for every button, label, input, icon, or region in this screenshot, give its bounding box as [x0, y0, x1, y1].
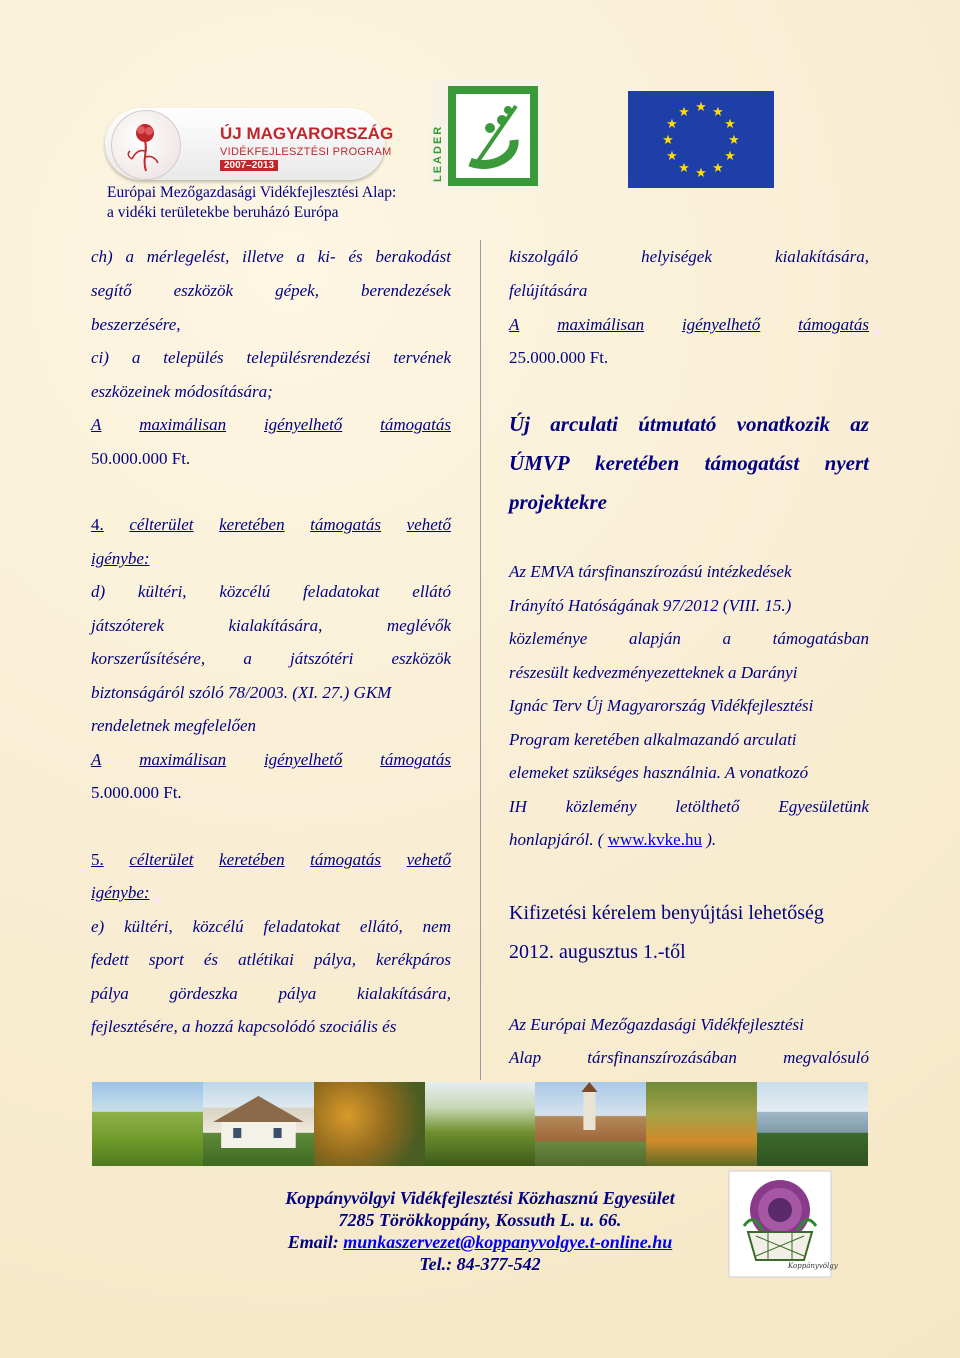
- max-support-amount-3: 25.000.000 Ft.: [509, 348, 609, 367]
- left-line-3: beszerzésére,: [91, 315, 181, 334]
- right-para-line-2: Irányító Hatóságának 97/2012 (VIII. 15.): [509, 596, 792, 615]
- landscape-photo: [92, 1082, 203, 1166]
- max-support-label-1: A maximálisan igényelhető támogatás: [91, 415, 451, 434]
- right-para-line-1: Az EMVA társfinanszírozású intézkedések: [509, 562, 792, 581]
- target-area-5-heading: 5. célterület keretében támogatás vehető: [91, 850, 451, 869]
- umvp-years: 2007–2013: [220, 160, 278, 171]
- max-support-label-3: A maximálisan igényelhető támogatás: [509, 315, 869, 334]
- left-line-e4: fejlesztésére, a hozzá kapcsolódó szociális és: [91, 1017, 397, 1036]
- left-line-e2: fedett sport és atlétikai pálya, kerékpáros: [91, 950, 451, 969]
- left-line-4: ci) a település településrendezési tervének: [91, 348, 451, 367]
- svg-text:★: ★: [712, 105, 724, 120]
- max-support-amount-2: 5.000.000 Ft.: [91, 783, 182, 802]
- right-para-closing-2: Alap társfinanszírozásában megvalósuló: [509, 1048, 869, 1067]
- website-link[interactable]: www.kvke.hu: [607, 830, 702, 849]
- eu-flag: [628, 91, 774, 188]
- umvp-subtitle: VIDÉKFEJLESZTÉSI PROGRAM: [220, 146, 392, 158]
- eu-fund-caption: [107, 183, 396, 223]
- koppanyvolgy-logo: [728, 1170, 838, 1278]
- right-para-line-7: elemeket szükséges használnia. A vonatkozó: [509, 763, 809, 782]
- left-line-2: segítő eszközök gépek, berendezések: [91, 281, 451, 300]
- branding-heading-line-3: projektekre: [509, 490, 607, 514]
- right-para-line-8: IH közlemény letölthető Egyesületünk: [509, 797, 869, 816]
- orchard-photo: [314, 1082, 425, 1166]
- svg-text:★: ★: [666, 117, 678, 132]
- leader-text: LEADER: [432, 124, 444, 182]
- max-support-label-2: A maximálisan igényelhető támogatás: [91, 750, 451, 769]
- photo-strip: [92, 1082, 868, 1166]
- left-line-d2: játszóterek kialakítására, meglévők: [91, 616, 451, 635]
- left-line-d5: rendeletnek megfelelően: [91, 716, 257, 735]
- left-line-e1: e) kültéri, közcélú feladatokat ellátó, nem: [91, 917, 451, 936]
- left-line-d1: d) kültéri, közcélú feladatokat ellátó: [91, 582, 451, 601]
- right-para-line-3: közleménye alapján a támogatásban: [509, 629, 869, 648]
- left-line-1: ch) a mérlegelést, illetve a ki- és berakodást: [91, 247, 451, 266]
- branding-heading-line-2: ÚMVP keretében támogatást nyert: [509, 451, 869, 475]
- umvp-title: ÚJ MAGYARORSZÁG: [220, 124, 394, 143]
- footer-contact: [180, 1187, 780, 1275]
- svg-text:★: ★: [662, 133, 674, 148]
- umvp-logo: [105, 108, 394, 188]
- right-para-closing-1: Az Európai Mezőgazdasági Vidékfejlesztési: [509, 1015, 804, 1034]
- svg-text:★: ★: [695, 100, 707, 115]
- right-para-line-9: honlapjáról. ( www.kvke.hu ).: [509, 830, 717, 849]
- right-line-2: felújítására: [509, 281, 588, 300]
- org-address: 7285 Törökkoppány, Kossuth L. u. 66.: [338, 1210, 622, 1230]
- org-phone: Tel.: 84-377-542: [419, 1254, 541, 1274]
- svg-text:★: ★: [724, 117, 736, 132]
- target-area-4-heading-cont: igénybe:: [91, 549, 150, 568]
- right-para-line-5: Ignác Terv Új Magyarország Vidékfejlesztési: [509, 696, 814, 715]
- lake-pier-photo: [757, 1082, 868, 1166]
- target-area-5-heading-cont: igénybe:: [91, 883, 150, 902]
- leader-logo: [430, 80, 542, 190]
- svg-text:★: ★: [695, 166, 707, 181]
- payment-request-heading: Kifizetési kérelem benyújtási lehetőség: [509, 902, 824, 924]
- payment-request-date: 2012. augusztus 1.-től: [509, 941, 686, 963]
- target-area-4-heading: 4. célterület keretében támogatás vehető: [91, 515, 451, 534]
- column-divider: [480, 240, 481, 1080]
- right-para-line-6: Program keretében alkalmazandó arculati: [509, 730, 797, 749]
- svg-text:★: ★: [666, 149, 678, 164]
- eu-caption-line-2: a vidéki területekbe beruházó Európa: [107, 204, 339, 221]
- village-house-photo: [203, 1082, 314, 1166]
- svg-text:★: ★: [724, 149, 736, 164]
- left-line-e3: pálya gördeszka pálya kialakítására,: [91, 984, 451, 1003]
- rose-emblem-icon: [111, 110, 181, 180]
- left-line-d4: biztonságáról szóló 78/2003. (XI. 27.) GKM: [91, 683, 392, 702]
- logo-caption: Koppányvölgy: [788, 1262, 838, 1270]
- vineyard-photo: [425, 1082, 536, 1166]
- svg-text:★: ★: [712, 161, 724, 176]
- left-line-5: eszközeinek módosítására;: [91, 382, 273, 401]
- church-photo: [535, 1082, 646, 1166]
- svg-text:★: ★: [728, 133, 740, 148]
- branding-heading-line-1: Új arculati útmutató vonatkozik az: [509, 412, 869, 436]
- svg-text:★: ★: [678, 105, 690, 120]
- org-name: Koppányvölgyi Vidékfejlesztési Közhasznú Egyesület: [285, 1188, 675, 1208]
- forest-photo: [646, 1082, 757, 1166]
- right-line-1: kiszolgáló helyiségek kialakítására,: [509, 247, 869, 266]
- max-support-amount-1: 50.000.000 Ft.: [91, 449, 191, 468]
- email-link[interactable]: munkaszervezet@koppanyvolgye.t-online.hu: [343, 1232, 673, 1252]
- eu-caption-line-1: Európai Mezőgazdasági Vidékfejlesztési Alap:: [107, 184, 397, 201]
- right-para-line-4: részesült kedvezményezetteknek a Darányi: [509, 663, 798, 682]
- left-line-d3: korszerűsítésére, a játszótéri eszközök: [91, 649, 451, 668]
- org-email-line: Email: munkaszervezet@koppanyvolgye.t-online.hu: [287, 1232, 673, 1252]
- svg-text:★: ★: [678, 161, 690, 176]
